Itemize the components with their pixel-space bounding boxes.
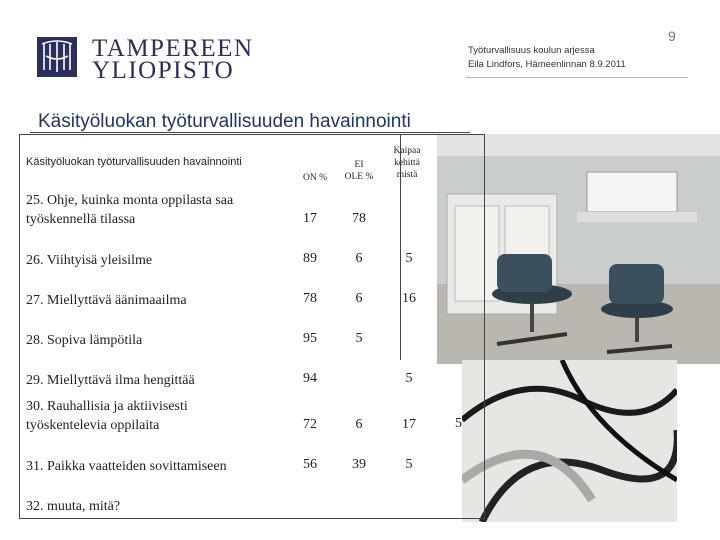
- row-label: 28. Sopiva lämpötila: [26, 333, 143, 348]
- row-label: [26, 191, 296, 229]
- column-header-on: ON %: [302, 173, 327, 183]
- value-kaipaa: 16: [402, 291, 416, 306]
- value-ei: 78: [352, 211, 366, 226]
- logo-text-line1: TAMPEREEN: [92, 35, 254, 62]
- row-label-line1: 30. Rauhallisia ja aktiivisesti: [26, 399, 188, 414]
- logo-text-line2: YLIOPISTO: [92, 57, 235, 84]
- column-header-ei-line2: OLE %: [344, 172, 374, 182]
- row-label-line2: työskentelevia oppilaita: [26, 418, 160, 433]
- value-on: 89: [303, 251, 317, 266]
- partial-value: 5: [455, 416, 462, 431]
- page-number: 9: [668, 28, 676, 44]
- title-divider: [30, 132, 470, 133]
- value-ei: 6: [355, 251, 363, 266]
- value-ei: 6: [355, 417, 363, 432]
- header-info-title: Työturvallisuus koulun arjessa: [468, 45, 595, 56]
- value-kaipaa: 17: [402, 417, 416, 432]
- column-header-kaipaa-line3: mistä: [396, 170, 418, 180]
- row-label: 31. Paikka vaatteiden sovittamiseen: [26, 459, 227, 474]
- value-ei: 5: [355, 331, 363, 346]
- value-on: 17: [303, 211, 317, 226]
- value-kaipaa: 5: [405, 371, 413, 386]
- row-label-line1: 25. Ohje, kuinka monta oppilasta saa: [26, 193, 234, 208]
- value-kaipaa: 5: [405, 251, 413, 266]
- value-ei: 6: [355, 291, 363, 306]
- observation-table: [19, 134, 485, 519]
- value-on: 72: [303, 417, 317, 432]
- slide-title: Käsityöluokan työturvallisuuden havainnointi: [38, 111, 411, 132]
- value-on: 94: [303, 371, 317, 386]
- cables-photo-image: [462, 360, 677, 522]
- column-header-kaipaa-line2: kehittä: [394, 158, 420, 168]
- column-header-kaipaa-line1: Kaipaa: [393, 146, 421, 156]
- row-label-line2: työskennellä tilassa: [26, 212, 136, 227]
- university-logo: [36, 35, 266, 84]
- value-on: 95: [303, 331, 317, 346]
- university-emblem-icon: [36, 36, 78, 78]
- header-info: [468, 44, 626, 72]
- row-label: [26, 397, 296, 435]
- row-label: 26. Viihtyisä yleisilme: [26, 253, 153, 268]
- value-on: 56: [303, 457, 317, 472]
- header-divider: [466, 77, 688, 78]
- cables-photo: [462, 360, 677, 522]
- table-header-label: [26, 156, 242, 169]
- column-header-ei-line1: EI: [354, 160, 364, 170]
- value-kaipaa: 5: [405, 457, 413, 472]
- value-ei: 39: [352, 457, 366, 472]
- table-header-label-text: Käsityöluokan työturvallisuuden havainnointi: [26, 156, 242, 168]
- value-on: 78: [303, 291, 317, 306]
- column-header-kaipaa: [382, 145, 432, 181]
- row-label: 29. Miellyttävä ilma hengittää: [26, 373, 195, 388]
- header-info-author: Eila Lindfors, Hämeenlinnan 8.9.2011: [468, 59, 626, 70]
- column-header-ei: [334, 159, 384, 183]
- row-label: 32. muuta, mitä?: [26, 499, 121, 514]
- row-label: 27. Miellyttävä äänimaailma: [26, 293, 187, 308]
